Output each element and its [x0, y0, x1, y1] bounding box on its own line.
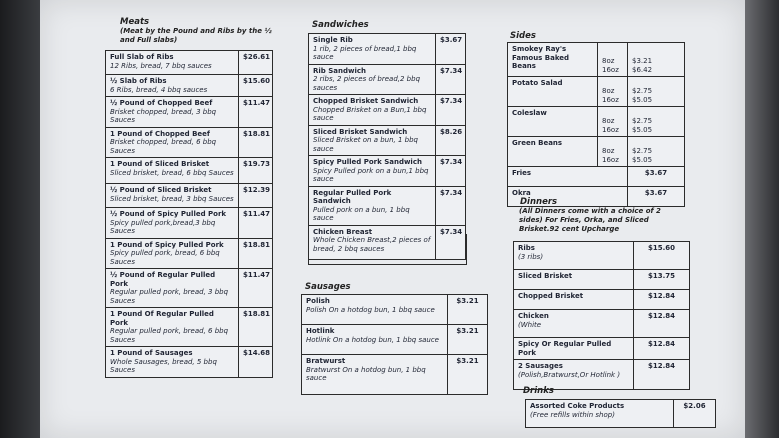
side-item-sizes: 8oz 16oz [598, 137, 628, 167]
menu-item-row [514, 242, 690, 270]
menu-item-cell [309, 186, 436, 225]
menu-item-cell [309, 64, 436, 95]
menu-item-cell [106, 238, 239, 269]
item-name: Assorted Coke Products [530, 402, 625, 410]
menu-item-row [106, 75, 273, 97]
item-name: Chopped Brisket [518, 292, 584, 300]
item-name: ½ Pound of Regular Pulled Pork [110, 271, 216, 288]
menu-item-cell [106, 269, 239, 308]
menu-item-row [302, 295, 488, 325]
menu-item-cell [106, 308, 239, 347]
sandwiches-table [308, 33, 466, 260]
menu-item-row [309, 34, 466, 65]
menu-item-cell [106, 347, 239, 378]
item-name: 1 Pound of Chopped Beef [110, 129, 210, 138]
menu-item-cell [106, 184, 239, 208]
item-name: Spicy Pulled Pork Sandwich [313, 158, 422, 166]
item-name: Chicken [518, 312, 549, 320]
side-item-prices: $2.75 $5.05 [628, 77, 685, 107]
item-description: (3 ribs) [518, 252, 544, 261]
menu-item-row [106, 51, 273, 75]
item-name: ½ Slab of Ribs [110, 77, 167, 85]
background-edge-right [745, 0, 779, 438]
menu-item-cell [514, 310, 634, 338]
menu-item-cell [106, 158, 239, 184]
menu-item-cell [106, 127, 239, 158]
menu-item-row [309, 125, 466, 156]
item-name: ½ Pound of Spicy Pulled Pork [110, 210, 227, 218]
item-price: $26.61 [239, 51, 273, 75]
item-price: $12.84 [634, 360, 690, 390]
menu-item-cell [309, 34, 436, 65]
item-name: Polish [306, 297, 330, 305]
item-description: (Free refills within shop) [530, 410, 615, 419]
menu-item-row [514, 270, 690, 290]
item-price: $12.84 [634, 290, 690, 310]
item-description: (White [518, 320, 542, 329]
item-name: Chopped Brisket Sandwich [313, 97, 419, 105]
item-description: Brisket chopped, bread, 3 bbq Sauces [110, 107, 217, 124]
side-item-name [508, 77, 598, 107]
menu-item-cell [309, 95, 436, 126]
item-price: $8.26 [436, 125, 466, 156]
item-description: Spicy pulled pork, bread, 6 bbq Sauces [110, 249, 220, 266]
menu-item-cell [106, 75, 239, 97]
menu-item-cell [514, 270, 634, 290]
item-name: 1 Pound of Spicy Pulled Pork [110, 240, 224, 249]
item-price: $13.75 [634, 270, 690, 290]
item-description: Polish On a hotdog bun, 1 bbq sauce [306, 305, 435, 314]
item-price: $7.34 [436, 186, 466, 225]
menu-item-cell [302, 295, 448, 325]
item-price: $3.67 [436, 34, 466, 65]
item-price: $11.47 [239, 208, 273, 239]
item-name: Smokey Ray's Famous Baked Beans [512, 45, 570, 70]
side-item-name [508, 137, 598, 167]
item-price: $7.34 [436, 156, 466, 187]
meats-table [105, 50, 273, 378]
item-description: Regular pulled pork, bread, 3 bbq Sauces [110, 288, 229, 305]
sandwiches-title: Sandwiches [312, 20, 369, 30]
side-item-row [508, 137, 685, 167]
menu-item-row [106, 308, 273, 347]
item-price: $2.06 [674, 400, 716, 428]
item-price: $15.60 [634, 242, 690, 270]
item-name: Spicy Or Regular Pulled Pork [518, 340, 612, 357]
item-price: $7.34 [436, 95, 466, 126]
item-name: Coleslaw [512, 109, 547, 117]
menu-item-cell [302, 325, 448, 355]
item-name: Okra [512, 189, 531, 197]
item-name: Fries [512, 169, 532, 177]
menu-item-row [514, 360, 690, 390]
sides-table [507, 42, 685, 207]
item-price: $11.47 [239, 269, 273, 308]
item-description: Regular pulled pork, bread, 6 bbq Sauces [110, 327, 229, 344]
side-item-row [508, 77, 685, 107]
item-name: 1 Pound Of Regular Pulled Pork [110, 310, 214, 327]
item-price: $15.60 [239, 75, 273, 97]
sausages-title: Sausages [305, 282, 351, 292]
item-description: Pulled pork on a bun, 1 bbq sauce [313, 205, 410, 222]
dinners-table [513, 241, 690, 390]
item-description: Brisket chopped, bread, 6 bbq Sauces [110, 138, 217, 155]
item-name: Single Rib [313, 36, 353, 44]
item-price: $19.73 [239, 158, 273, 184]
item-description: Chopped Brisket on a Bun,1 bbq sauce [313, 105, 427, 122]
item-price: $3.21 [448, 325, 488, 355]
item-price: $18.81 [239, 127, 273, 158]
menu-item-row [302, 325, 488, 355]
item-description: Hotlink On a hotdog bun, 1 bbq sauce [306, 335, 439, 344]
menu-item-cell [514, 338, 634, 360]
side-item-sizes: 8oz 16oz [598, 43, 628, 77]
item-description: (Polish,Bratwurst,Or Hotlink ) [518, 370, 621, 379]
menu-item-cell [302, 355, 448, 395]
side-item-sizes: 8oz 16oz [598, 107, 628, 137]
item-name: Bratwurst [306, 357, 346, 365]
menu-item-row [106, 184, 273, 208]
item-price: $3.21 [448, 355, 488, 395]
side-item-prices: $2.75 $5.05 [628, 107, 685, 137]
item-description: Whole Sausages, bread, 5 bbq Sauces [110, 357, 217, 374]
menu-item-cell [106, 97, 239, 128]
side-item-price: $3.67 [628, 187, 685, 207]
menu-item-cell [514, 290, 634, 310]
item-description: Spicy pulled pork,bread,3 bbq Sauces [110, 218, 216, 235]
menu-item-row [106, 127, 273, 158]
item-price: $18.81 [239, 308, 273, 347]
item-name: Rib Sandwich [313, 66, 366, 75]
side-item-price: $3.67 [628, 167, 685, 187]
menu-item-cell [106, 51, 239, 75]
item-name: Hotlink [306, 327, 335, 335]
item-price: $3.21 [448, 295, 488, 325]
item-description: Sliced brisket, bread, 6 bbq Sauces [110, 168, 234, 177]
meats-title: Meats [120, 17, 150, 27]
side-item-row [508, 167, 685, 187]
side-item-name [508, 107, 598, 137]
item-name: 2 Sausages [518, 362, 563, 370]
menu-item-cell [309, 156, 436, 187]
item-name: Potato Salad [512, 79, 563, 87]
side-item-prices: $3.21 $6.42 [628, 43, 685, 77]
sausages-table [301, 294, 488, 395]
menu-item-row [106, 158, 273, 184]
menu-item-cell [526, 400, 674, 428]
item-name: 1 Pound of Sliced Brisket [110, 160, 210, 168]
item-price: $11.47 [239, 97, 273, 128]
item-name: Sliced Brisket [518, 272, 573, 280]
item-description: 2 ribs, 2 pieces of bread,2 bbq sauces [313, 75, 421, 92]
menu-item-row [309, 186, 466, 225]
background-edge-left [0, 0, 40, 438]
menu-item-cell [309, 125, 436, 156]
item-name: ½ Pound of Chopped Beef [110, 99, 213, 107]
sandwiches-empty-row [308, 234, 467, 265]
menu-item-row [514, 310, 690, 338]
item-description: Sliced Brisket on a bun, 1 bbq sauce [313, 136, 418, 153]
sides-title: Sides [510, 31, 536, 41]
side-item-prices: $2.75 $5.05 [628, 137, 685, 167]
item-name: Sliced Brisket Sandwich [313, 127, 408, 136]
meats-note: (Meat by the Pound and Ribs by the ½ and Full slabs) [120, 27, 272, 44]
menu-item-row [514, 290, 690, 310]
drinks-title: Drinks [523, 386, 554, 396]
item-description: 6 Ribs, bread, 4 bbq sauces [110, 85, 208, 94]
side-item-name [508, 43, 598, 77]
menu-item-row [309, 156, 466, 187]
menu-item-row [106, 208, 273, 239]
dinners-note: (All Dinners come with a choice of 2 sides) For Fries, Orka, and Sliced Brisket.92 cent Upcharge [519, 207, 661, 233]
menu-item-row [514, 338, 690, 360]
item-name: Chicken Breast [313, 227, 373, 236]
side-item-sizes: 8oz 16oz [598, 77, 628, 107]
item-price: $12.84 [634, 310, 690, 338]
menu-item-row [106, 347, 273, 378]
item-price: $12.84 [634, 338, 690, 360]
menu-item-row [106, 269, 273, 308]
item-description: Bratwurst On a hotdog bun, 1 bbq sauce [306, 365, 426, 382]
item-name: Ribs [518, 244, 535, 252]
menu-item-cell [514, 360, 634, 390]
menu-item-row [106, 97, 273, 128]
menu-item-row [309, 95, 466, 126]
item-description: Spicy Pulled pork on a bun,1 bbq sauce [313, 166, 429, 183]
dinners-title: Dinners [520, 197, 558, 207]
item-name: Regular Pulled Pork Sandwich [313, 188, 392, 205]
item-description: 12 Ribs, bread, 7 bbq sauces [110, 61, 212, 70]
menu-item-row [309, 64, 466, 95]
item-name: 1 Pound of Sausages [110, 349, 193, 357]
item-price: $12.39 [239, 184, 273, 208]
side-item-row [508, 43, 685, 77]
item-description: Sliced brisket, bread, 3 bbq Sauces [110, 194, 234, 203]
item-name: Green Beans [512, 139, 563, 147]
side-item-row [508, 107, 685, 137]
item-name: ½ Pound of Sliced Brisket [110, 186, 212, 194]
drinks-table [525, 399, 716, 428]
item-price: $14.68 [239, 347, 273, 378]
menu-item-row [526, 400, 716, 428]
menu-item-cell [514, 242, 634, 270]
item-name: Full Slab of Ribs [110, 53, 174, 61]
menu-item-row [106, 238, 273, 269]
item-price: $18.81 [239, 238, 273, 269]
menu-item-row [302, 355, 488, 395]
item-description: 1 rib, 2 pieces of bread,1 bbq sauce [313, 44, 417, 61]
item-price: $7.34 [436, 64, 466, 95]
item-description: Whole Chicken Breast,2 pieces of bread, 2 bbq sauces [313, 236, 431, 253]
menu-item-cell [106, 208, 239, 239]
item-price: $7.34 [436, 225, 466, 259]
side-item-name [508, 167, 628, 187]
